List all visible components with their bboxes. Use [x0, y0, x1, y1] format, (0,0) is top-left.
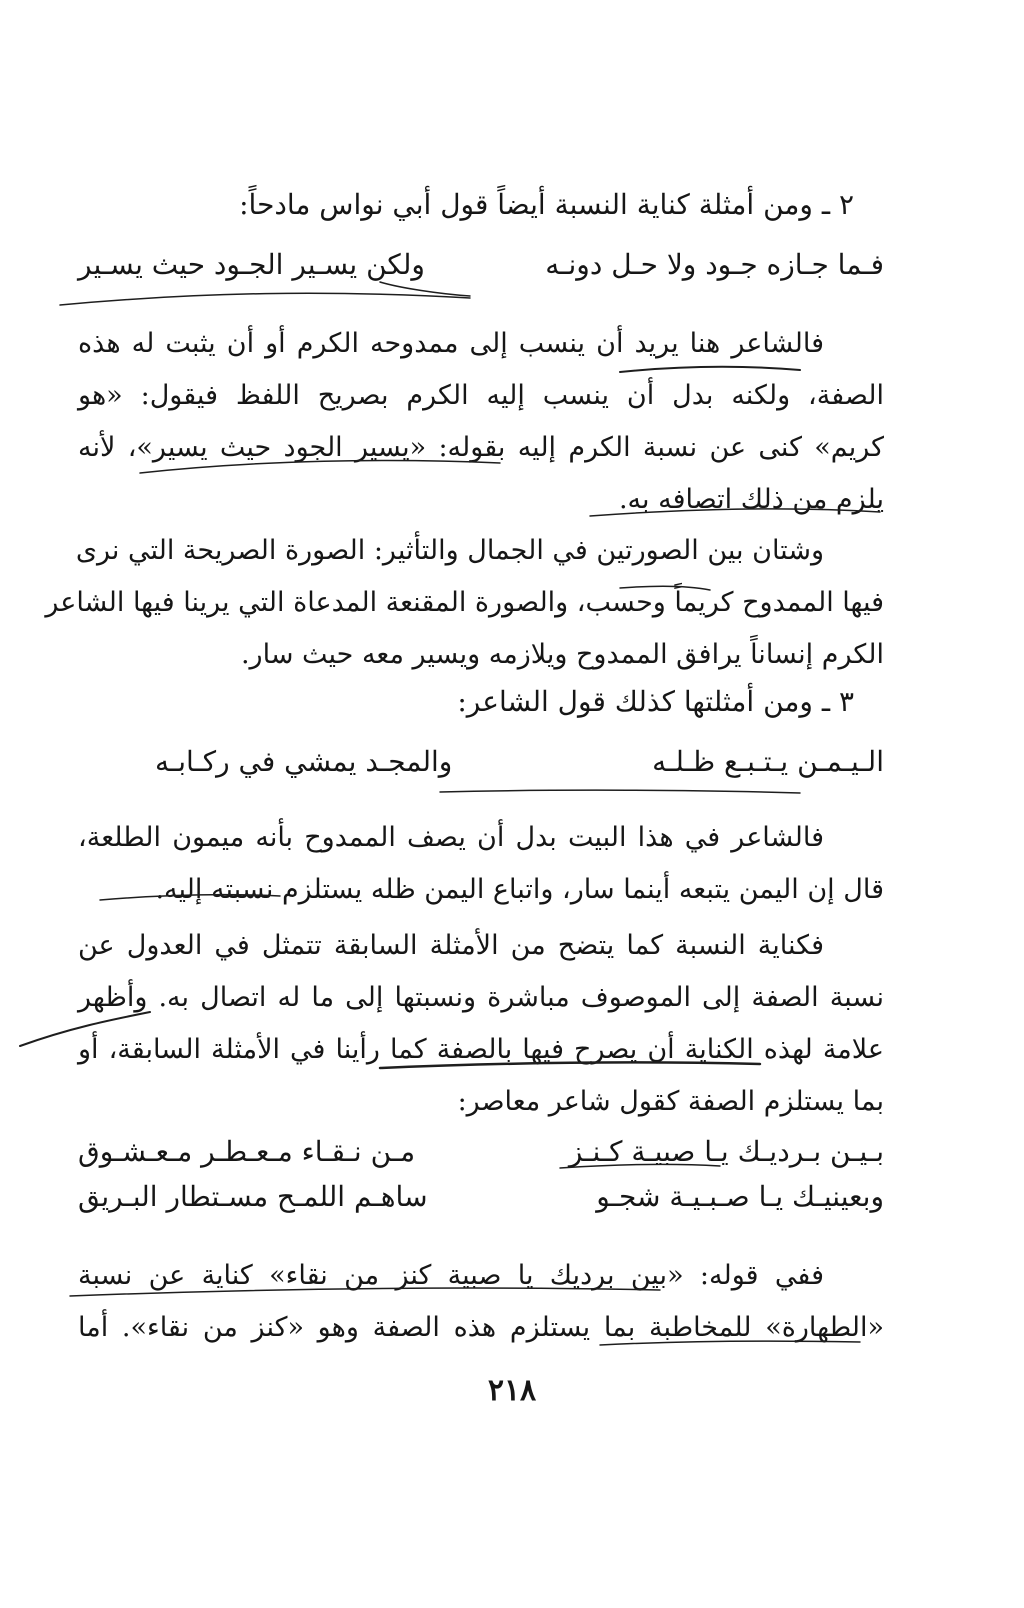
verse-first-hemistich: وبعينيـك يـا صـبـيـة شجـو: [596, 1180, 884, 1213]
verse-second-hemistich: مـن نـقـاء مـعـطـر مـعـشـوق: [78, 1135, 416, 1168]
paragraph: [78, 812, 884, 916]
verse-couplet: [78, 1180, 884, 1213]
paragraph: [78, 318, 884, 526]
paragraph-line: الصفة، ولكنه بدل أن ينسب إليه الكرم بصريح اللفظ فيقول: «هو: [78, 380, 884, 411]
paragraph-line: قال إن اليمن يتبعه أينما سار، واتباع اليمن ظله يستلزم نسبته إليه.: [155, 874, 884, 905]
paragraph-line: علامة لهذه الكناية أن يصرح فيها بالصفة كما رأينا في الأمثلة السابقة، أو: [78, 1034, 884, 1065]
verse-second-hemistich: ولكن يسـير الجـود حيث يسـير: [78, 248, 425, 281]
paragraph-line: فالشاعر في هذا البيت بدل أن يصف الممدوح بأنه ميمون الطلعة،: [78, 822, 824, 853]
section-heading-2: ٢ ـ ومن أمثلة كناية النسبة أيضاً قول أبي نواس مادحاً:: [239, 188, 854, 221]
paragraph-line: يلزم من ذلك اتصافه به.: [618, 484, 884, 515]
verse-couplet: [78, 1135, 884, 1168]
paragraph-line: نسبة الصفة إلى الموصوف مباشرة ونسبتها إلى ما له اتصال به. وأظهر: [78, 982, 884, 1013]
verse-first-hemistich: فـما جـازه جـود ولا حـل دونـه: [545, 248, 884, 281]
section-heading-3: ٣ ـ ومن أمثلتها كذلك قول الشاعر:: [457, 685, 854, 718]
verse-first-hemistich: الـيـمـن يـتـبـع ظـلـه: [652, 745, 884, 778]
paragraph-line: فالشاعر هنا يريد أن ينسب إلى ممدوحه الكرم أو أن يثبت له هذه: [78, 328, 824, 359]
verse-couplet: [155, 745, 884, 778]
paragraph-line: فكناية النسبة كما يتضح من الأمثلة السابقة تتمثل في العدول عن: [78, 930, 824, 961]
verse-first-hemistich: بـيـن بـرديـك يـا صبيـة كـنـز: [568, 1135, 884, 1168]
paragraph: [45, 525, 884, 681]
paragraph: [78, 920, 884, 1128]
paragraph-line: وشتان بين الصورتين في الجمال والتأثير: الصورة الصريحة التي نرى: [75, 535, 824, 566]
paragraph: [78, 1250, 884, 1354]
paragraph-line: كريم» كنى عن نسبة الكرم إليه بقوله: «يسير الجود حيث يسير»، لأنه: [78, 432, 884, 463]
paragraph-line: فيها الممدوح كريماً وحسب، والصورة المقنعة المدعاة التي يرينا فيها الشاعر: [45, 587, 884, 618]
paragraph-line: ففي قوله: «بين برديك يا صبية كنز من نقاء» كناية عن نسبة: [78, 1260, 824, 1291]
page-number: ٢١٨: [487, 1373, 537, 1408]
paragraph-line: «الطهارة» للمخاطبة بما يستلزم هذه الصفة وهو «كنز من نقاء». أما: [78, 1312, 884, 1343]
verse-couplet: [78, 248, 884, 281]
paragraph-line: الكرم إنساناً يرافق الممدوح ويلازمه ويسير معه حيث سار.: [240, 639, 884, 670]
verse-second-hemistich: والمجـد يمشي في ركـابـه: [155, 745, 453, 778]
paragraph-line: بما يستلزم الصفة كقول شاعر معاصر:: [457, 1086, 884, 1117]
verse-second-hemistich: ساهـم اللمـح مسـتطار البـريق: [78, 1180, 428, 1213]
